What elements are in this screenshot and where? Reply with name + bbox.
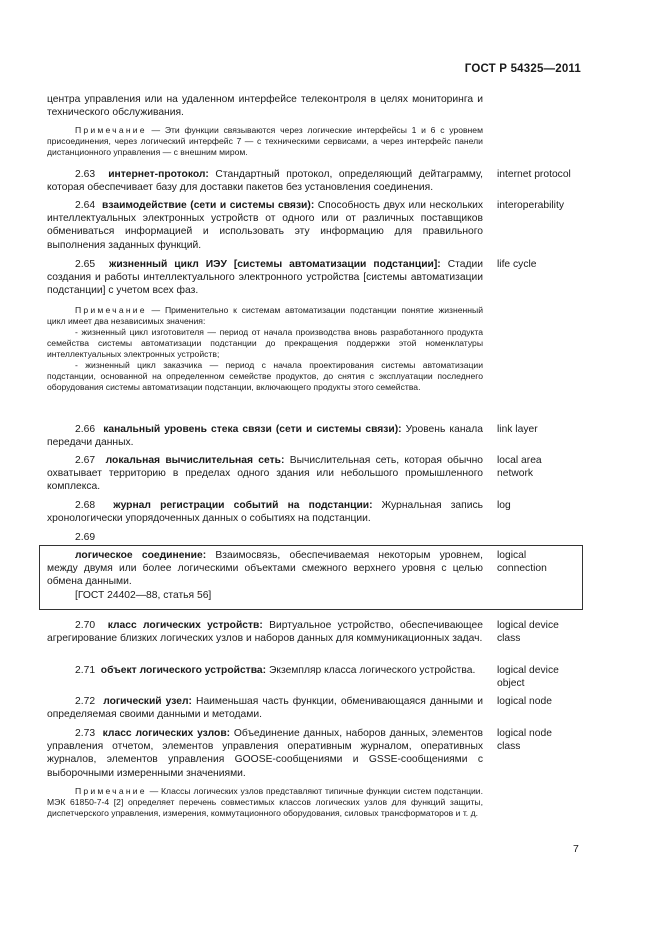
term-english: logical device object (497, 665, 559, 690)
term-entry: 2.71 объект логического устройства: Экземпляр класса логического устройства. (75, 665, 476, 676)
term-english: logical node (497, 696, 552, 707)
term-english: link layer (497, 424, 538, 435)
term-entry: 2.64 взаимодействие (сети и системы связи): Способность двух или нескольких интеллектуальных электронных устройств от одного или от различных поставщиков обмениваться информацией и использовать эту информацию для правильного выполнения заданных функций. (47, 200, 483, 251)
term-entry: 2.63 интернет-протокол: Стандартный протокол, определяющий дейтаграмму, которая обеспечивает базу для доставки пакетов без установления соединения. (47, 169, 483, 194)
note-paragraph: Примечание — Классы логических узлов представляют типичные функции систем подстанции. МЭК 61850-7-4 [2] определяет перечень совместимых классов логических узлов для функций защиты, диспетчерского управления, измерения, коммутационного оборудования, силовых трансформаторов и т. д. (47, 786, 483, 818)
term-entry: логическое соединение: Взаимосвязь, обеспечиваемая некоторым уровнем, между двумя или более логическими объектами смежного верхнего уровня с целью обмена данными. [ГОСТ 24402—88, статья 56] (47, 550, 483, 601)
term-reference: [ГОСТ 24402—88, статья 56] (75, 589, 212, 601)
term-entry: 2.70 класс логических устройств: Виртуальное устройство, обеспечивающее агрегирование близких логических узлов и наборов данных для коммуникационных задач. (47, 620, 483, 645)
term-english: life cycle (497, 259, 537, 270)
term-entry: 2.65 жизненный цикл ИЭУ [системы автоматизации подстанции]: Стадии создания и работы интеллектуального электронного устройства [системы автоматизации подстанции] с учетом всех фаз. (47, 259, 483, 297)
term-english: interoperability (497, 200, 564, 211)
note-paragraph: Примечание — Эти функции связываются через логические интерфейсы 1 и 6 с уровнем присоединения, через логический интерфейс 7 — с техническими сервисами, а через интерфейс панели дистанционного управления — с внешним миром. (47, 125, 483, 157)
term-english: logical node class (497, 728, 552, 753)
term-entry: 2.67 локальная вычислительная сеть: Вычислительная сеть, которая обычно охватывает территорию в пределах одного здания или небольшого промышленного комплекса. (47, 455, 483, 493)
term-entry: 2.68 журнал регистрации событий на подстанции: Журнальная запись хронологически упорядоченных данных о событиях на подстанции. (47, 500, 483, 525)
term-english: logical connection (497, 550, 547, 575)
term-english: logical device class (497, 620, 559, 645)
page-number: 7 (573, 843, 579, 855)
note-paragraph: Примечание — Применительно к системам автоматизации подстанции понятие жизненный цикл имеет два независимых значения: - жизненный цикл изготовителя — период от начала производства вновь разработанного продукта семейства системы автоматизации подстанции до прекращения поддержки этой номенклатуры интеллектуальных электронных устройств; - жизненный цикл заказчика — период с начала проектирования системы автоматизации подстанции, основанной на определенном семействе продуктов, до снятия с эксплуатации последнего оборудования системы автоматизации подстанции, включающего продукты этого семейства. (47, 305, 483, 392)
term-number: 2.69 (75, 532, 96, 543)
term-english: log (497, 500, 511, 511)
term-entry: 2.72 логический узел: Наименьшая часть функции, обменивающаяся данными и определяемая своими данными и методами. (47, 696, 483, 721)
term-entry: 2.66 канальный уровень стека связи (сети и системы связи): Уровень канала передачи данных. (47, 424, 483, 449)
term-english: internet protocol (497, 169, 571, 180)
term-english: local area network (497, 455, 542, 480)
standard-header: ГОСТ Р 54325—2011 (464, 63, 581, 75)
term-entry: 2.73 класс логических узлов: Объединение данных, наборов данных, элементов управления отчетом, элементов управления оперативным журналом, оперативных журналов, элементов управления GOOSE-сообщениями и GSSE-сообщениями с выборочными измеренными значениями. (47, 728, 483, 779)
intro-paragraph: центра управления или на удаленном интерфейсе телеконтроля в целях мониторинга и технического обслуживания. (47, 94, 483, 119)
